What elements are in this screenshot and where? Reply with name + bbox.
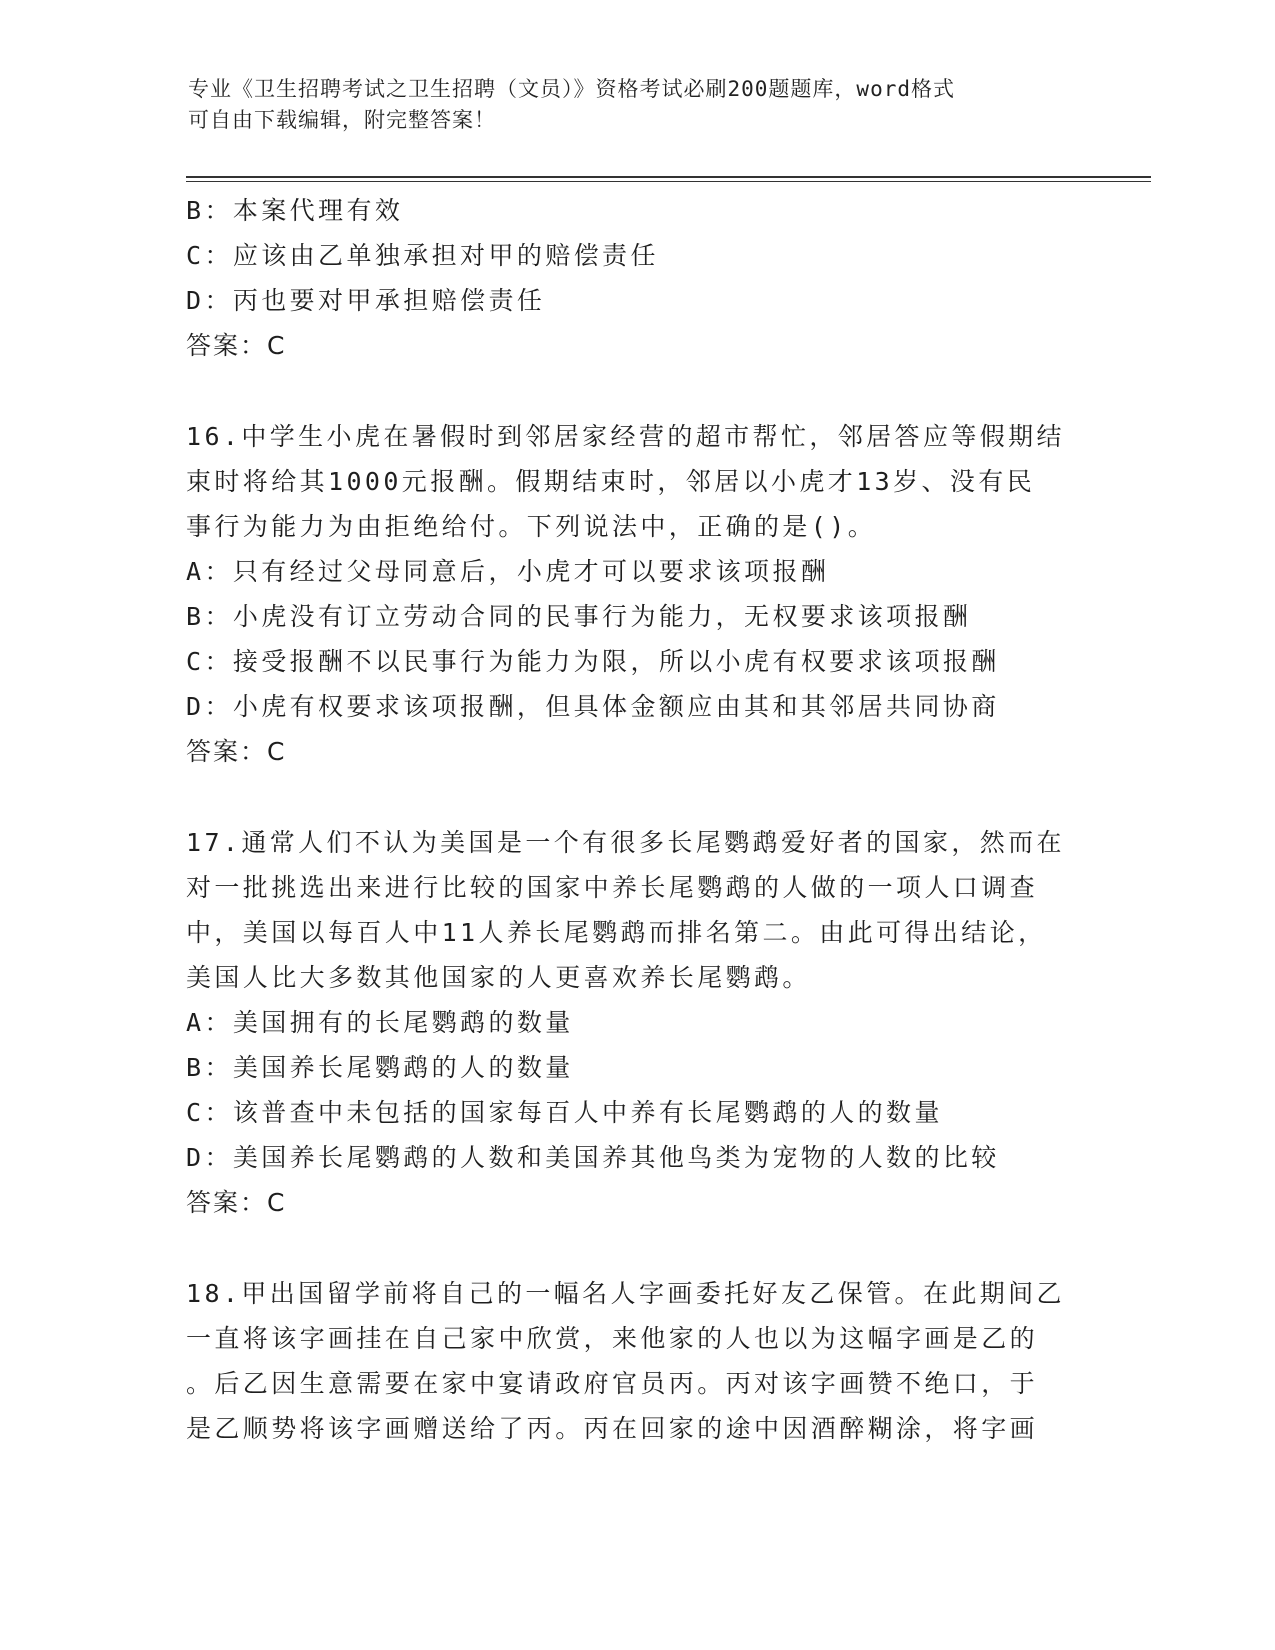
header-line-1: 专业《卫生招聘考试之卫生招聘（文员）》资格考试必刷200题题库，word格式 bbox=[188, 77, 955, 101]
q18-stem-line: 一直将该字画挂在自己家中欣赏，来他家的人也以为这幅字画是乙的 bbox=[186, 1324, 1039, 1353]
q18-stem-line: 是乙顺势将该字画赠送给了丙。丙在回家的途中因酒醉糊涂，将字画 bbox=[186, 1414, 1039, 1443]
q17-option-a: A：美国拥有的长尾鹦鹉的数量 bbox=[186, 1008, 574, 1037]
question-18 bbox=[186, 1271, 1086, 1451]
q15-option-c: C：应该由乙单独承担对甲的赔偿责任 bbox=[186, 241, 659, 270]
q17-option-b: B：美国养长尾鹦鹉的人的数量 bbox=[186, 1053, 574, 1082]
document-header bbox=[188, 74, 1088, 136]
question-16 bbox=[186, 414, 1086, 774]
q16-option-c: C：接受报酬不以民事行为能力为限，所以小虎有权要求该项报酬 bbox=[186, 647, 1000, 676]
q17-stem-line: 中，美国以每百人中11人养长尾鹦鹉而排名第二。由此可得出结论， bbox=[186, 918, 1047, 947]
q17-answer: 答案：C bbox=[186, 1188, 287, 1217]
q16-option-b: B：小虎没有订立劳动合同的民事行为能力，无权要求该项报酬 bbox=[186, 602, 972, 631]
question-15-tail bbox=[186, 188, 1086, 368]
question-17 bbox=[186, 820, 1086, 1225]
q15-option-b: B：本案代理有效 bbox=[186, 196, 404, 225]
q17-option-c: C：该普查中未包括的国家每百人中养有长尾鹦鹉的人的数量 bbox=[186, 1098, 943, 1127]
header-rule-thin bbox=[186, 181, 1151, 182]
q16-stem-line: 事行为能力为由拒绝给付。下列说法中，正确的是()。 bbox=[186, 512, 877, 541]
q18-stem-line: 18.甲出国留学前将自己的一幅名人字画委托好友乙保管。在此期间乙 bbox=[186, 1279, 1065, 1308]
q15-answer: 答案：C bbox=[186, 331, 287, 360]
q17-stem-line: 17.通常人们不认为美国是一个有很多长尾鹦鹉爱好者的国家，然而在 bbox=[186, 828, 1065, 857]
header-line-2: 可自由下载编辑，附完整答案！ bbox=[188, 108, 496, 132]
spacer bbox=[186, 1225, 1086, 1271]
q16-option-d: D：小虎有权要求该项报酬，但具体金额应由其和其邻居共同协商 bbox=[186, 692, 1000, 721]
q15-option-d: D：丙也要对甲承担赔偿责任 bbox=[186, 286, 546, 315]
q17-stem-line: 对一批挑选出来进行比较的国家中养长尾鹦鹉的人做的一项人口调查 bbox=[186, 873, 1039, 902]
q17-stem-line: 美国人比大多数其他国家的人更喜欢养长尾鹦鹉。 bbox=[186, 963, 811, 992]
q16-stem-line: 16.中学生小虎在暑假时到邻居家经营的超市帮忙，邻居答应等假期结 bbox=[186, 422, 1065, 451]
q16-answer: 答案：C bbox=[186, 737, 287, 766]
q17-option-d: D：美国养长尾鹦鹉的人数和美国养其他鸟类为宠物的人数的比较 bbox=[186, 1143, 1000, 1172]
document-body bbox=[186, 188, 1086, 1451]
header-rule-thick bbox=[186, 176, 1151, 178]
q16-option-a: A：只有经过父母同意后，小虎才可以要求该项报酬 bbox=[186, 557, 830, 586]
spacer bbox=[186, 774, 1086, 820]
q18-stem-line: 。后乙因生意需要在家中宴请政府官员丙。丙对该字画赞不绝口，于 bbox=[186, 1369, 1039, 1398]
spacer bbox=[186, 368, 1086, 414]
q16-stem-line: 束时将给其1000元报酬。假期结束时，邻居以小虎才13岁、没有民 bbox=[186, 467, 1036, 496]
